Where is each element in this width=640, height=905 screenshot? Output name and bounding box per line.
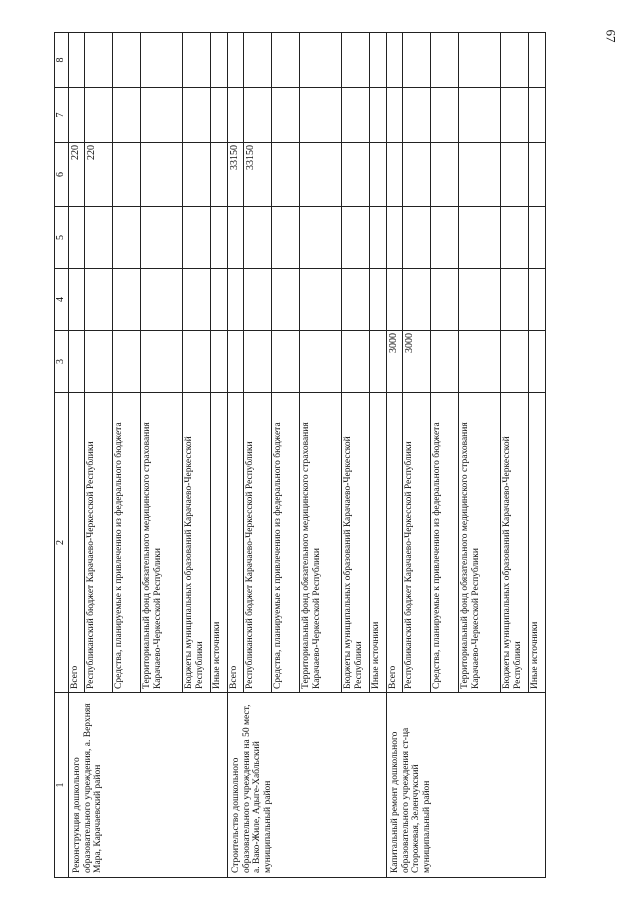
funding-source: Бюджеты муниципальных образований Карачаево-Черкесской Республики [342,393,370,693]
header-cell-7: 7 [55,88,69,143]
value-cell-col3 [342,331,370,393]
value-cell-col8 [529,33,546,88]
header-cell-4: 4 [55,269,69,331]
value-cell-col4 [244,269,272,331]
value-cell-col4 [300,269,342,331]
funding-source: Республиканский бюджет Карачаево-Черкесской Республики [85,393,113,693]
funding-source: Иные источники [529,393,546,693]
value-cell-col3: 3000 [387,331,403,393]
value-cell-col3 [244,331,272,393]
header-cell-5: 5 [55,207,69,269]
value-cell-col6: 220 [69,143,85,207]
value-cell-col6: 33150 [244,143,272,207]
value-cell-col4 [459,269,501,331]
value-cell-col5 [501,207,529,269]
funding-source: Средства, планируемые к привлечению из федерального бюджета [431,393,459,693]
value-cell-col8 [85,33,113,88]
value-cell-col5 [342,207,370,269]
funding-source: Средства, планируемые к привлечению из федерального бюджета [272,393,300,693]
value-cell-col6 [387,143,403,207]
funding-source: Всего [69,393,85,693]
value-cell-col7 [69,88,85,143]
value-cell-col6 [211,143,228,207]
table-row [69,33,85,878]
value-cell-col3 [300,331,342,393]
value-cell-col4 [501,269,529,331]
value-cell-col5 [85,207,113,269]
value-cell-col4 [370,269,387,331]
value-cell-col4 [85,269,113,331]
value-cell-col4 [69,269,85,331]
funding-source: Бюджеты муниципальных образований Карачаево-Черкесской Республики [183,393,211,693]
value-cell-col4 [403,269,431,331]
value-cell-col3 [501,331,529,393]
funding-source: Республиканский бюджет Карачаево-Черкесской Республики [244,393,272,693]
value-cell-col5 [211,207,228,269]
value-cell-col3 [69,331,85,393]
funding-source: Всего [228,393,244,693]
value-cell-col3 [228,331,244,393]
value-cell-col4 [431,269,459,331]
value-cell-col7 [459,88,501,143]
value-cell-col4 [211,269,228,331]
value-cell-col5 [228,207,244,269]
table-row [228,33,244,878]
value-cell-col7 [403,88,431,143]
value-cell-col4 [272,269,300,331]
value-cell-col7 [211,88,228,143]
table-row [387,33,403,878]
value-cell-col3: 3000 [403,331,431,393]
value-cell-col5 [387,207,403,269]
funding-table [54,32,546,878]
value-cell-col8 [300,33,342,88]
value-cell-col3 [529,331,546,393]
project-name: Капитальный ремонт дошкольного образовательного учреждения ст-ца Сторожевая, Зеленчукский муниципальный район [387,693,546,878]
value-cell-col6 [141,143,183,207]
value-cell-col8 [387,33,403,88]
funding-source: Территориальный фонд обязательного медицинского страхования Карачаево-Черкесской Республики [141,393,183,693]
value-cell-col7 [342,88,370,143]
funding-source: Средства, планируемые к привлечению из федерального бюджета [113,393,141,693]
value-cell-col5 [370,207,387,269]
value-cell-col3 [141,331,183,393]
funding-source: Бюджеты муниципальных образований Карачаево-Черкесской Республики [501,393,529,693]
value-cell-col8 [403,33,431,88]
value-cell-col7 [141,88,183,143]
value-cell-col3 [113,331,141,393]
value-cell-col4 [183,269,211,331]
value-cell-col4 [113,269,141,331]
value-cell-col7 [300,88,342,143]
header-cell-2: 2 [55,393,69,693]
value-cell-col6: 220 [85,143,113,207]
value-cell-col5 [272,207,300,269]
value-cell-col3 [431,331,459,393]
value-cell-col5 [113,207,141,269]
funding-source: Республиканский бюджет Карачаево-Черкесской Республики [403,393,431,693]
value-cell-col7 [183,88,211,143]
header-cell-6: 6 [55,143,69,207]
page-number: 67 [603,29,619,43]
value-cell-col6 [501,143,529,207]
value-cell-col6 [342,143,370,207]
value-cell-col5 [459,207,501,269]
value-cell-col8 [272,33,300,88]
value-cell-col6 [529,143,546,207]
value-cell-col5 [183,207,211,269]
header-cell-3: 3 [55,331,69,393]
value-cell-col7 [85,88,113,143]
value-cell-col8 [431,33,459,88]
value-cell-col6 [272,143,300,207]
value-cell-col4 [228,269,244,331]
value-cell-col7 [244,88,272,143]
value-cell-col8 [370,33,387,88]
value-cell-col7 [228,88,244,143]
value-cell-col6 [113,143,141,207]
value-cell-col4 [141,269,183,331]
value-cell-col8 [342,33,370,88]
header-cell-1: 1 [55,693,69,878]
value-cell-col6 [183,143,211,207]
value-cell-col5 [403,207,431,269]
value-cell-col6 [459,143,501,207]
value-cell-col5 [69,207,85,269]
value-cell-col8 [113,33,141,88]
value-cell-col6: 33150 [228,143,244,207]
value-cell-col6 [370,143,387,207]
value-cell-col8 [183,33,211,88]
value-cell-col8 [69,33,85,88]
value-cell-col3 [183,331,211,393]
funding-source: Иные источники [370,393,387,693]
value-cell-col5 [141,207,183,269]
value-cell-col7 [370,88,387,143]
value-cell-col7 [529,88,546,143]
value-cell-col8 [459,33,501,88]
value-cell-col7 [113,88,141,143]
project-name: Реконструкция дошкольного образовательного учреждения, а. Верхняя Мара, Карачаевский район [69,693,228,878]
value-cell-col5 [529,207,546,269]
value-cell-col7 [431,88,459,143]
value-cell-col8 [501,33,529,88]
header-row [55,33,69,878]
value-cell-col4 [387,269,403,331]
value-cell-col8 [211,33,228,88]
value-cell-col5 [300,207,342,269]
value-cell-col5 [244,207,272,269]
value-cell-col5 [431,207,459,269]
value-cell-col8 [228,33,244,88]
value-cell-col4 [342,269,370,331]
value-cell-col7 [272,88,300,143]
funding-source: Иные источники [211,393,228,693]
funding-source: Всего [387,393,403,693]
value-cell-col3 [370,331,387,393]
value-cell-col8 [244,33,272,88]
value-cell-col3 [459,331,501,393]
rotated-table-container [54,33,594,878]
value-cell-col3 [211,331,228,393]
value-cell-col3 [272,331,300,393]
project-name: Строительство дошкольного образовательного учреждения на 50 мест, а. Вако-Жиле, Адыге-Хабльский муниципальный район [228,693,387,878]
value-cell-col4 [529,269,546,331]
value-cell-col7 [387,88,403,143]
value-cell-col3 [85,331,113,393]
value-cell-col6 [300,143,342,207]
value-cell-col6 [431,143,459,207]
header-cell-8: 8 [55,33,69,88]
funding-source: Территориальный фонд обязательного медицинского страхования Карачаево-Черкесской Республики [300,393,342,693]
value-cell-col7 [501,88,529,143]
value-cell-col6 [403,143,431,207]
funding-source: Территориальный фонд обязательного медицинского страхования Карачаево-Черкесской Республики [459,393,501,693]
value-cell-col8 [141,33,183,88]
